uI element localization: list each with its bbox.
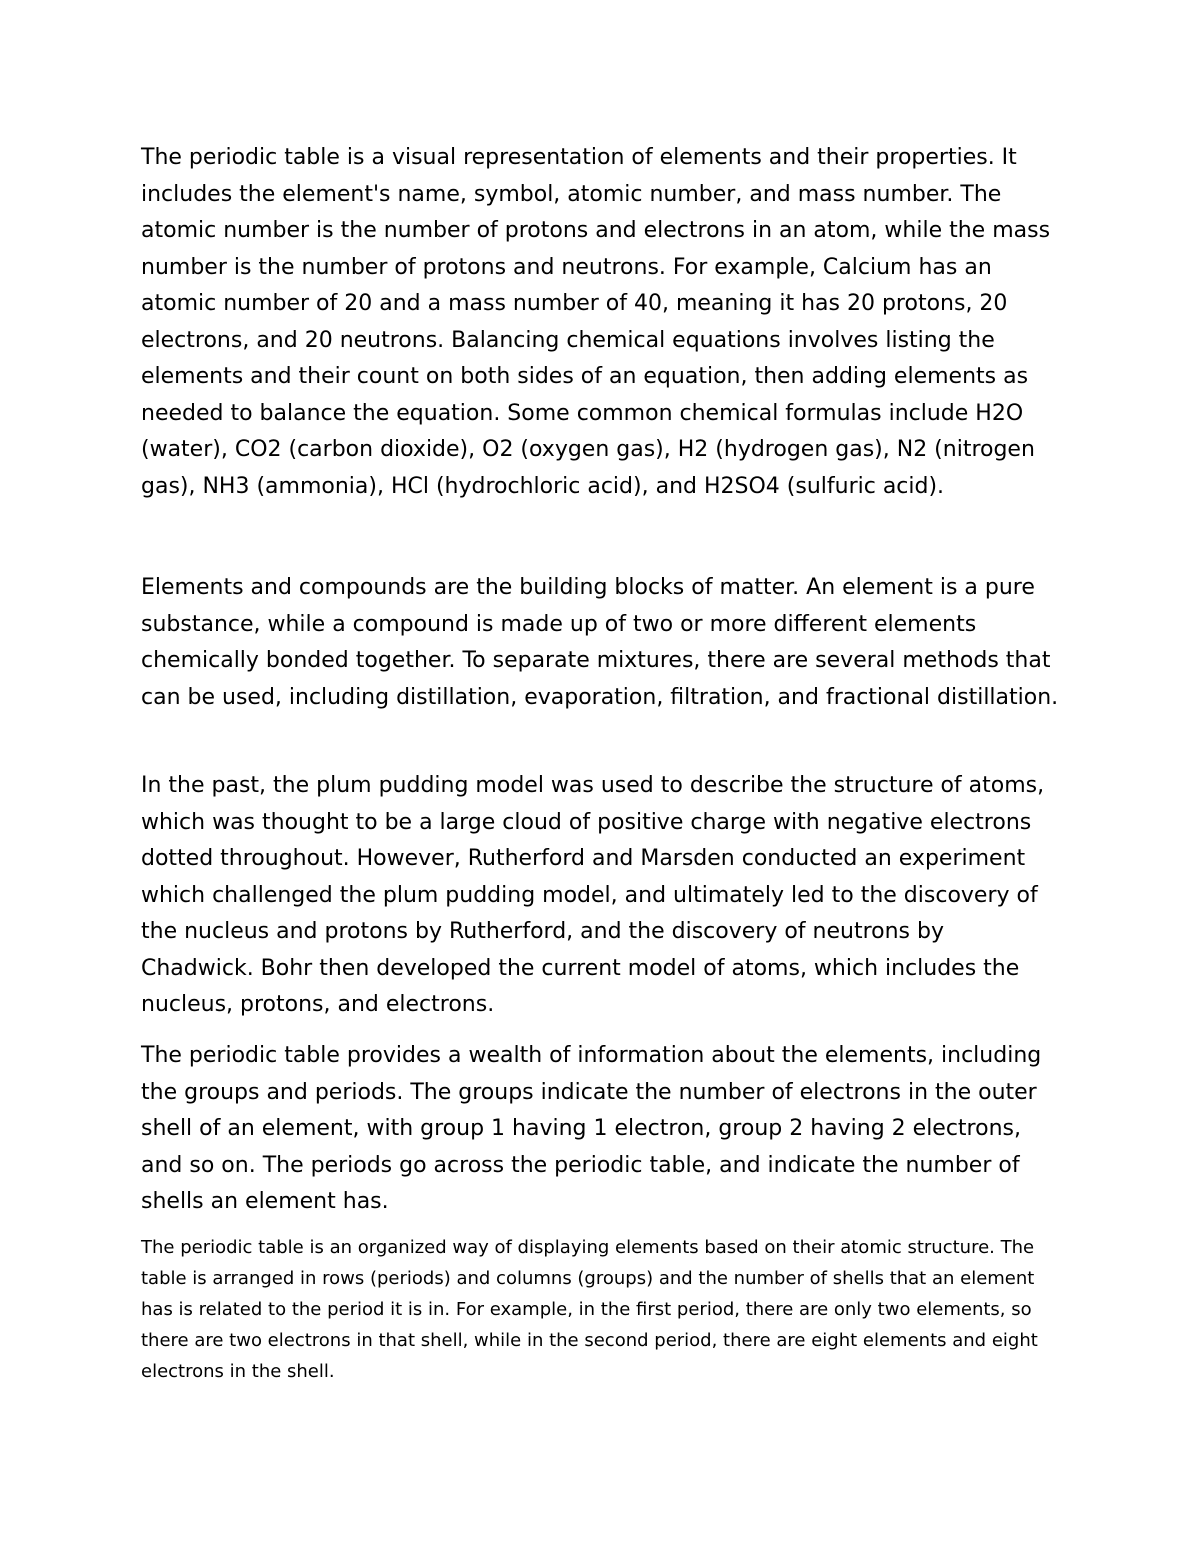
paragraph-elements-and-compounds: Elements and compounds are the building blocks of matter. An element is a pure substance, while a compound is made up of two or more different elements chemically bonded together. To separate mixtures, there are several methods that can be used, including distillation, evaporation, filtration, and fractional distillation. — [141, 575, 1059, 710]
paragraph-periodic-table-overview: The periodic table is a visual representation of elements and their properties. It includes the element's name, symbol, atomic number, and mass number. The atomic number is the number of protons and electrons in an atom, while the mass number is the number of protons and neutrons. For example, Calcium has an atomic number of 20 and a mass number of 40, meaning it has 20 protons, 20 electrons, and 20 neutrons. Balancing chemical equations involves listing the elements and their count on both sides of an equation, then adding elements as needed to balance the equation. Some common chemical formulas include H2O (water), CO2 (carbon dioxide), O2 (oxygen gas), H2 (hydrogen gas), N2 (nitrogen gas), NH3 (ammonia), HCl (hydrochloric acid), and H2SO4 (sulfuric acid). — [141, 145, 1051, 499]
paragraph-atomic-models-history: In the past, the plum pudding model was used to describe the structure of atoms, which was thought to be a large cloud of positive charge with negative electrons dotted throughout. However, Rutherford and Marsden conducted an experiment which challenged the plum pudding model, and ultimately led to the discovery of the nucleus and protons by Rutherford, and the discovery of neutrons by Chadwick. Bohr then developed the current model of atoms, which includes the nucleus, protons, and electrons. — [141, 773, 1045, 1017]
paragraph-groups-and-periods: The periodic table provides a wealth of information about the elements, including the groups and periods. The groups indicate the number of electrons in the outer shell of an element, with group 1 having 1 electron, group 2 having 2 electrons, and so on. The periods go across the periodic table, and indicate the number of shells an element has. — [141, 1043, 1042, 1214]
paragraph-periodic-table-organization: The periodic table is an organized way of displaying elements based on their atomic structure. The table is arranged in rows (periods) and columns (groups) and the number of shells that an element has is related to the period it is in. For example, in the first period, there are only two elements, so there are two electrons in that shell, while in the second period, there are eight elements and eight electrons in the shell. — [141, 1237, 1038, 1382]
